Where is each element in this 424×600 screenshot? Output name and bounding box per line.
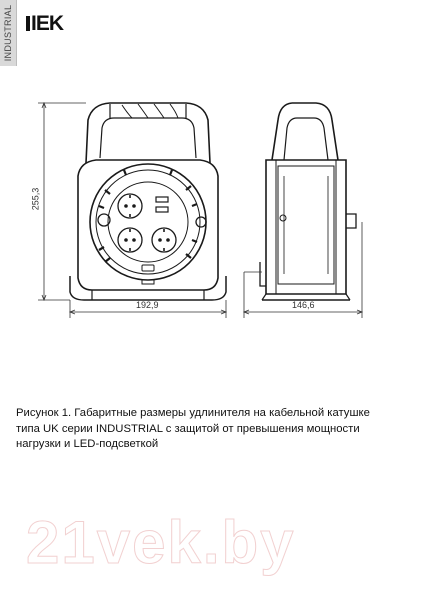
caption-line-1: Рисунок 1. Габаритные размеры удлинителя на кабельной катушке [16,407,370,419]
front-view [70,103,226,300]
caption-line-3: нагрузки и LED-подсветкой [16,438,159,450]
series-tab-label: INDUSTRIAL [3,4,13,62]
caption-line-2: типа UK серии INDUSTRIAL с защитой от превышения мощности [16,422,360,435]
watermark: 21vek.by [26,509,296,576]
figure-caption [16,406,412,453]
dimension-width-front-label: 192,9 [136,300,159,310]
dimension-width-side-label: 146,6 [292,300,315,310]
brand-logo-text: IEK [31,12,64,35]
side-view [260,103,356,300]
dimension-height-label: 255,3 [30,187,41,211]
